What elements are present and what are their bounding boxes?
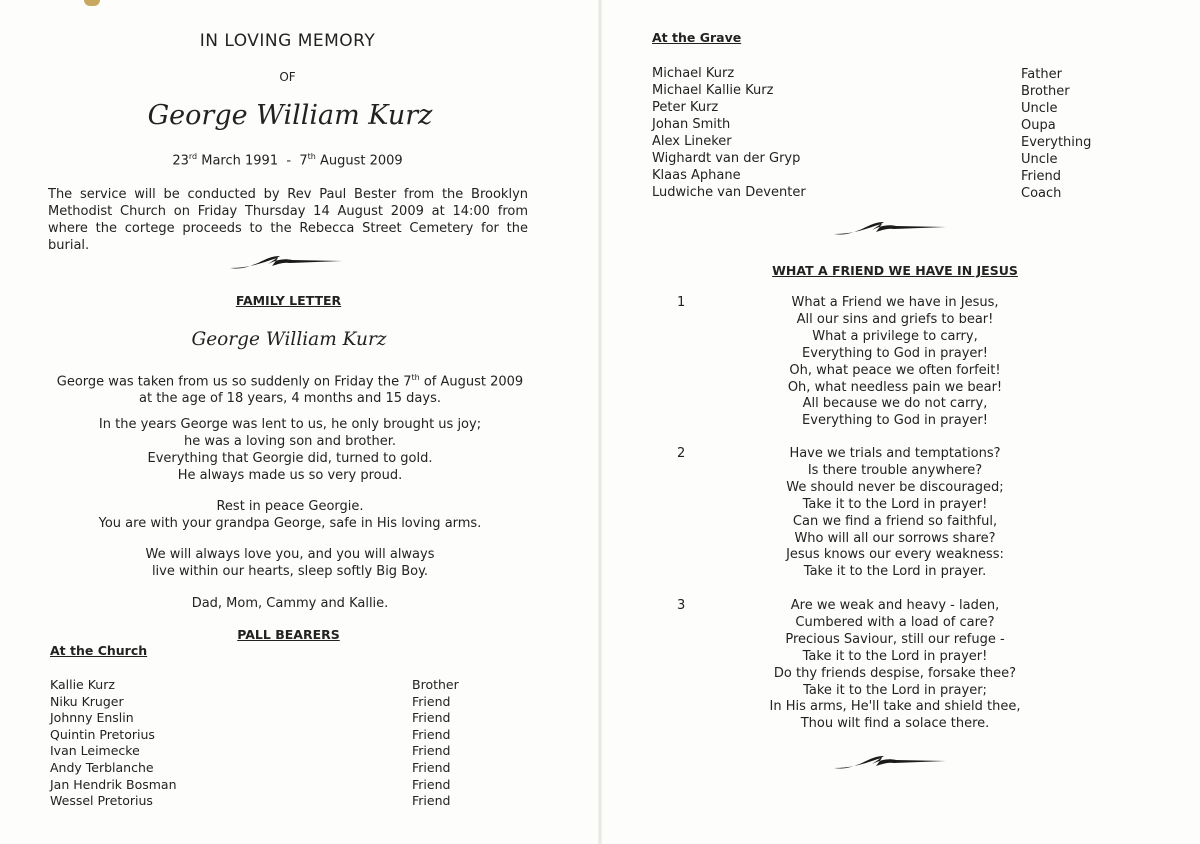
hymn-verse-2 — [700, 446, 1090, 581]
verse-line: Do thy friends despise, forsake thee? — [773, 665, 1017, 681]
letter-line: George was taken from us so suddenly on Friday the 7 — [56, 374, 412, 390]
verse-line: Take it to the Lord in prayer! — [802, 496, 988, 512]
letter-paragraph-3 — [30, 498, 550, 532]
flourish-divider-icon — [832, 752, 950, 774]
letter-line: Rest in peace Georgie. — [216, 499, 364, 514]
letter-signature: Dad, Mom, Cammy and Kallie. — [191, 596, 389, 611]
verse-number: 1 — [677, 295, 686, 310]
bearer-name: Ludwiche van Deventer — [652, 185, 806, 200]
list-item — [50, 694, 470, 711]
of-text: OF — [279, 70, 296, 84]
service-details: The service will be conducted by Rev Paul Bester from the Brooklyn Methodist Church on Friday Thursday 14 August 2009 at 14:00 from where the cortege proceeds to the Rebecca Street Cemetery for the burial. — [48, 187, 528, 253]
at-grave-heading: At the Grave — [652, 30, 742, 45]
death-day: 7 — [299, 153, 308, 169]
death-rest: August 2009 — [315, 153, 403, 169]
letter-line: live within our hearts, sleep softly Big Boy. — [151, 564, 429, 579]
corner-mark — [84, 0, 100, 6]
bearer-relation: Friend — [412, 693, 451, 709]
letter-line: of August 2009 — [419, 374, 524, 390]
bearer-relation: Friend — [412, 759, 451, 775]
verse-line: Everything to God in prayer! — [802, 345, 988, 361]
letter-line: he was a loving son and brother. — [183, 434, 397, 449]
list-item — [50, 677, 470, 694]
bearer-name: Wighardt van der Gryp — [652, 151, 801, 166]
bearer-name: Michael Kallie Kurz — [652, 83, 774, 98]
bearer-relation: Oupa — [1021, 118, 1056, 133]
bearer-relation: Friend — [412, 726, 451, 742]
letter-paragraph-1 — [30, 369, 550, 407]
letter-paragraph-4 — [30, 546, 550, 580]
verse-line: Who will all our sorrows share? — [794, 530, 996, 546]
family-letter-name: George William Kurz — [191, 329, 387, 350]
bearer-name: Klaas Aphane — [652, 168, 741, 183]
date-separator: - — [278, 153, 300, 169]
right-page — [600, 0, 1200, 844]
bearer-name: Quintin Pretorius — [50, 726, 155, 742]
list-item — [50, 727, 470, 744]
birth-suffix: rd — [188, 152, 198, 161]
verse-line: Take it to the Lord in prayer. — [803, 564, 987, 580]
bearer-relation: Uncle — [1021, 152, 1058, 167]
verse-line: Oh, what needless pain we bear! — [787, 379, 1003, 395]
bearer-relation: Friend — [412, 743, 451, 759]
verse-line: In His arms, He'll take and shield thee, — [769, 699, 1021, 715]
flourish-divider-icon — [832, 218, 950, 240]
verse-line: Take it to the Lord in prayer; — [803, 682, 987, 698]
verse-number: 2 — [677, 446, 686, 461]
flourish-divider-icon — [228, 252, 346, 274]
list-item — [652, 150, 1152, 167]
list-item — [652, 116, 1152, 133]
verse-number: 3 — [677, 598, 686, 613]
list-item — [652, 184, 1152, 201]
list-item — [652, 167, 1152, 184]
bearer-relation: Friend — [412, 710, 451, 726]
life-dates — [0, 152, 575, 168]
bearer-name: Ivan Leimecke — [50, 743, 140, 759]
hymn-verse-3 — [700, 598, 1090, 733]
bearer-relation: Friend — [412, 793, 451, 809]
list-item — [50, 710, 470, 727]
birth-day: 23 — [172, 153, 189, 169]
letter-line: Everything that Georgie did, turned to gold. — [147, 451, 433, 466]
bearer-name: Niku Kruger — [50, 693, 124, 709]
grave-bearers-list — [652, 65, 1152, 201]
bearer-name: Kallie Kurz — [50, 677, 115, 692]
hymn-verse-1 — [700, 295, 1090, 430]
deceased-name: George William Kurz — [147, 100, 433, 131]
bearer-relation: Brother — [1021, 84, 1070, 99]
letter-line: He always made us so very proud. — [177, 468, 403, 483]
bearer-name: Johan Smith — [652, 117, 731, 132]
verse-line: Oh, what peace we often forfeit! — [789, 362, 1001, 378]
letter-line: You are with your grandpa George, safe in His loving arms. — [98, 516, 482, 531]
verse-line: What a privilege to carry, — [812, 328, 978, 344]
bearer-name: Wessel Pretorius — [50, 793, 153, 809]
list-item — [652, 133, 1152, 150]
letter-sup: th — [411, 373, 420, 382]
letter-paragraph-2 — [30, 416, 550, 484]
verse-line: Thou wilt find a solace there. — [800, 716, 990, 732]
list-item — [652, 65, 1152, 82]
list-item — [50, 743, 470, 760]
verse-line: We should never be discouraged; — [786, 479, 1004, 495]
list-item — [652, 99, 1152, 116]
verse-line: All our sins and griefs to bear! — [796, 311, 994, 327]
bearer-relation: Father — [1021, 67, 1062, 82]
letter-line: We will always love you, and you will always — [145, 547, 435, 562]
bearer-name: Michael Kurz — [652, 66, 735, 81]
hymn-title: WHAT A FRIEND WE HAVE IN JESUS — [772, 263, 1018, 278]
birth-rest: March 1991 — [197, 153, 279, 169]
bearer-relation: Coach — [1021, 186, 1062, 201]
verse-line: Everything to God in prayer! — [802, 413, 988, 429]
verse-line: Precious Saviour, still our refuge - — [785, 631, 1005, 647]
bearer-name: Peter Kurz — [652, 100, 719, 115]
church-bearers-list — [50, 677, 470, 810]
family-letter-heading: FAMILY LETTER — [235, 293, 342, 308]
bearer-name: Andy Terblanche — [50, 759, 154, 775]
memorial-title: IN LOVING MEMORY — [199, 31, 376, 51]
pall-bearers-heading: PALL BEARERS — [237, 627, 340, 642]
letter-line: In the years George was lent to us, he only brought us joy; — [98, 417, 482, 432]
bearer-relation: Brother — [412, 677, 459, 692]
death-suffix: th — [307, 152, 316, 161]
list-item — [50, 777, 470, 794]
verse-line: Is there trouble anywhere? — [807, 462, 983, 478]
verse-line: Can we find a friend so faithful, — [792, 513, 998, 529]
verse-line: Cumbered with a load of care? — [795, 614, 995, 630]
bearer-relation: Friend — [1021, 169, 1061, 184]
list-item — [652, 82, 1152, 99]
verse-line: What a Friend we have in Jesus, — [791, 295, 999, 310]
verse-line: All because we do not carry, — [802, 396, 988, 412]
bearer-relation: Everything — [1021, 135, 1092, 150]
letter-line: at the age of 18 years, 4 months and 15 days. — [139, 391, 441, 407]
bearer-name: Alex Lineker — [652, 134, 732, 149]
list-item — [50, 793, 470, 810]
verse-line: Have we trials and temptations? — [789, 446, 1001, 461]
verse-line: Are we weak and heavy - laden, — [790, 598, 1000, 613]
bearer-relation: Uncle — [1021, 101, 1058, 116]
verse-line: Take it to the Lord in prayer! — [802, 648, 988, 664]
at-church-heading: At the Church — [50, 643, 148, 658]
bearer-name: Johnny Enslin — [50, 710, 134, 726]
list-item — [50, 760, 470, 777]
bearer-relation: Friend — [412, 776, 451, 792]
bearer-name: Jan Hendrik Bosman — [50, 776, 177, 792]
verse-line: Jesus knows our every weakness: — [786, 547, 1004, 563]
